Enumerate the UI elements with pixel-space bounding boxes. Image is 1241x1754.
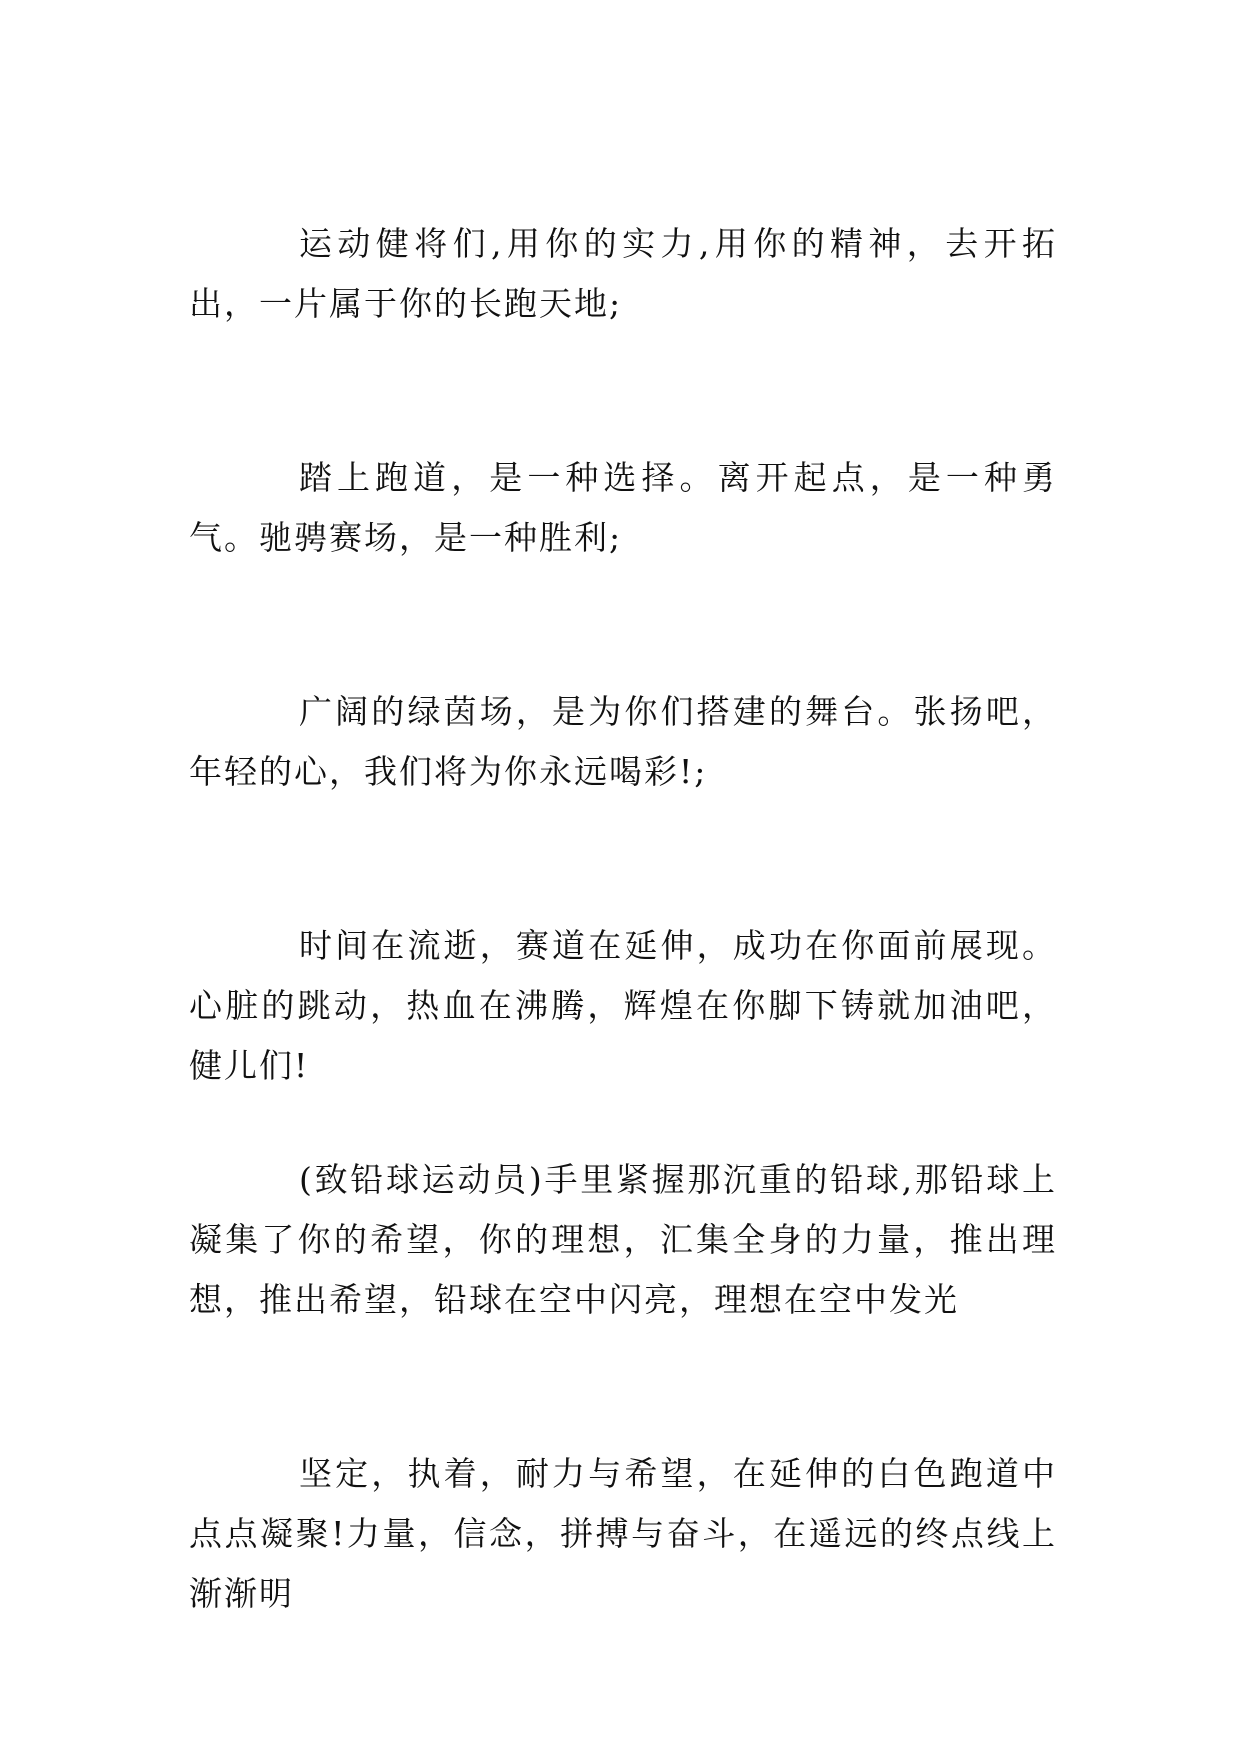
paragraph-4: 时间在流逝，赛道在延伸，成功在你面前展现。心脏的跳动，热血在沸腾，辉煌在你脚下铸就加油吧，健儿们! (189, 926, 1057, 1085)
paragraph-2: 踏上跑道，是一种选择。离开起点，是一种勇气。驰骋赛场，是一种胜利; (189, 458, 1057, 557)
paragraph-6: 坚定，执着，耐力与希望，在延伸的白色跑道中点点凝聚!力量，信念，拼搏与奋斗，在遥远的终点线上渐渐明 (189, 1454, 1057, 1613)
paragraph-1: 运动健将们,用你的实力,用你的精神，去开拓出，一片属于你的长跑天地; (189, 224, 1057, 323)
paragraph-5: (致铅球运动员)手里紧握那沉重的铅球,那铅球上凝集了你的希望，你的理想，汇集全身的力量，推出理想，推出希望，铅球在空中闪亮，理想在空中发光 (189, 1160, 1057, 1319)
paragraph-3: 广阔的绿茵场，是为你们搭建的舞台。张扬吧，年轻的心，我们将为你永远喝彩!; (189, 692, 1057, 791)
